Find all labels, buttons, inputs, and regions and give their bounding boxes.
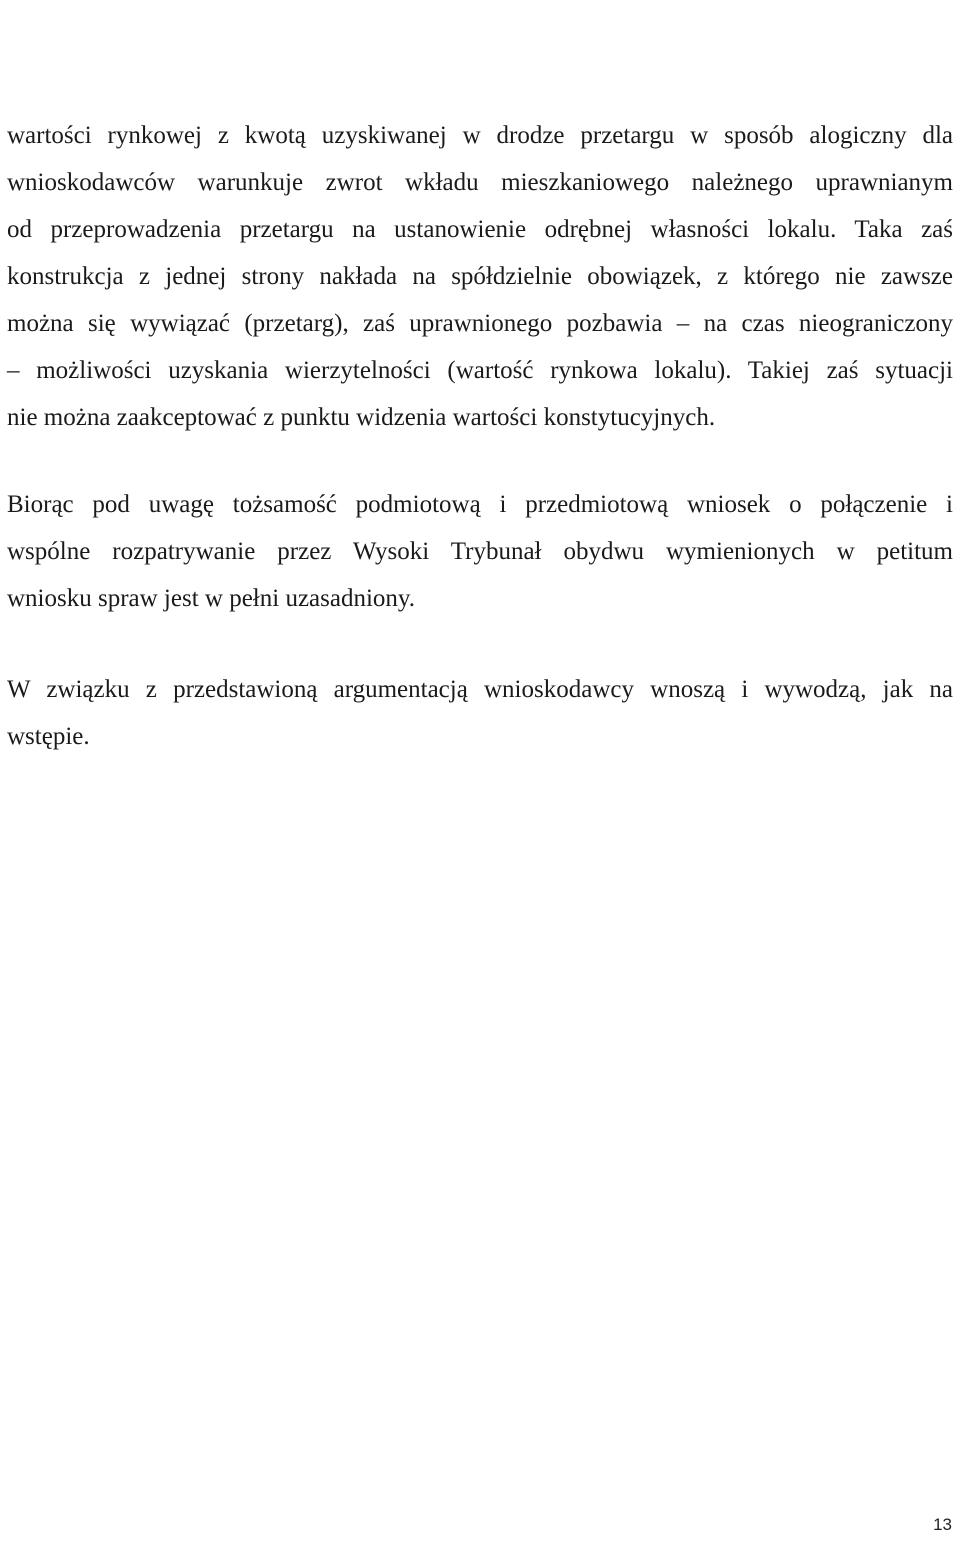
text-line: można się wywiązać (przetarg), zaś uprawnionego pozbawia – na czas nieograniczony [7, 310, 953, 337]
text-line: wnioskodawców warunkuje zwrot wkładu mieszkaniowego należnego uprawnianym [7, 169, 953, 196]
text-line: wniosku spraw jest w pełni uzasadniony. [7, 585, 416, 612]
paragraph-3 [7, 666, 953, 760]
text-line: Biorąc pod uwagę tożsamość podmiotową i przedmiotową wniosek o połączenie i [7, 491, 953, 518]
paragraph-1 [7, 112, 953, 441]
text-line: od przeprowadzenia przetargu na ustanowienie odrębnej własności lokalu. Taka zaś [7, 216, 953, 243]
paragraph-2 [7, 481, 953, 622]
page-number: 13 [933, 1515, 952, 1534]
text-line: – możliwości uzyskania wierzytelności (wartość rynkowa lokalu). Takiej zaś sytuacji [7, 357, 953, 384]
text-line: W związku z przedstawioną argumentacją wnioskodawcy wnoszą i wywodzą, jak na [7, 676, 953, 703]
text-line: wartości rynkowej z kwotą uzyskiwanej w drodze przetargu w sposób alogiczny dla [7, 122, 953, 149]
text-line: konstrukcja z jednej strony nakłada na spółdzielnie obowiązek, z którego nie zawsze [7, 263, 953, 290]
text-line: wstępie. [7, 723, 90, 750]
text-line: nie można zaakceptować z punktu widzenia wartości konstytucyjnych. [7, 404, 716, 431]
text-line: wspólne rozpatrywanie przez Wysoki Trybunał obydwu wymienionych w petitum [7, 538, 953, 565]
